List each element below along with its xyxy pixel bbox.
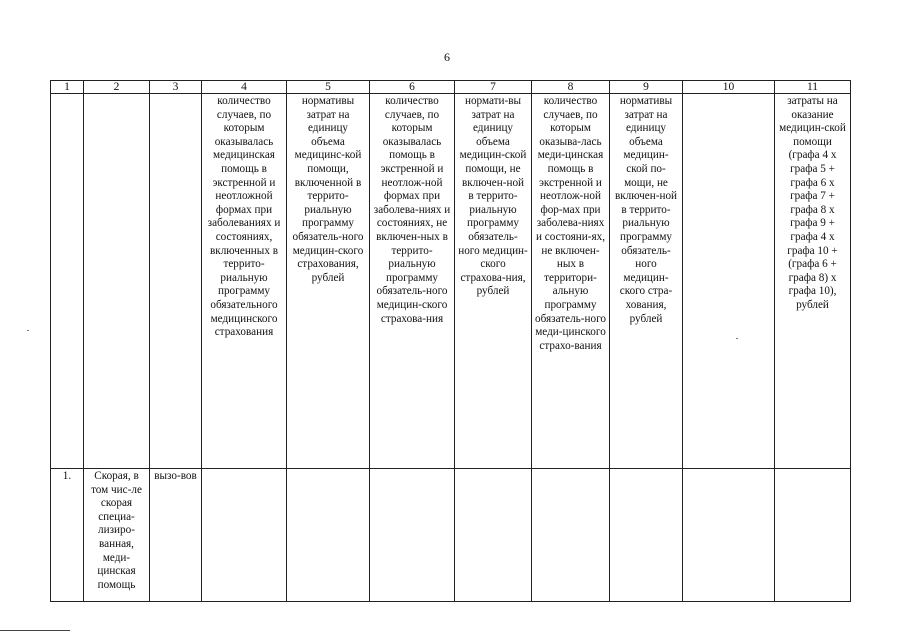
row-cell-4 [202, 469, 287, 602]
row-cell-7 [455, 469, 532, 602]
row-cell-11 [775, 469, 851, 602]
cost-table [50, 80, 851, 602]
col-num-1: 1 [51, 81, 84, 94]
row-cell-10 [683, 469, 775, 602]
row-unit: вызо-вов [150, 469, 202, 602]
column-number-row [51, 81, 851, 94]
col-num-9: 9 [610, 81, 683, 94]
desc-col-1 [51, 94, 84, 469]
col-num-2: 2 [84, 81, 150, 94]
col-num-10: 10 [683, 81, 775, 94]
scan-speck [27, 330, 29, 331]
desc-col-11: затраты на оказание медицин-ской помощи (графа 4 х графа 5 + графа 6 х графа 7 + графа 8 х графа 9 + графа 4 х графа 10 + (графа 6 + графа 8) х графа 10), рублей [775, 94, 851, 469]
col-num-8: 8 [532, 81, 610, 94]
col-num-5: 5 [287, 81, 370, 94]
description-row [51, 94, 851, 469]
desc-col-8: количество случаев, по которым оказыва-лась меди-цинская помощь в экстренной и неотлож-ной фор-мах при заболева-ниях и состояни-ях, не включен-ных в территори-альную программу обязатель-ного меди-цинского страхо-вания [532, 94, 610, 469]
scan-speck [736, 338, 738, 339]
table-row [51, 469, 851, 602]
footnote-line [0, 630, 70, 631]
desc-col-7: нормати-вы затрат на единицу объема медицин-ской помощи, не включен-ной в террито-риальную программу обязатель-ного медицин-ского страхова-ния, рублей [455, 94, 532, 469]
col-num-6: 6 [370, 81, 455, 94]
col-num-4: 4 [202, 81, 287, 94]
page-number: 6 [444, 50, 450, 64]
row-name: Скорая, в том чис-ле скорая специа-лизиро-ванная, меди-цинская помощь [84, 469, 150, 602]
row-cell-9 [610, 469, 683, 602]
col-num-11: 11 [775, 81, 851, 94]
desc-col-6: количество случаев, по которым оказывалась помощь в экстренной и неотлож-ной формах при заболева-ниях и состояниях, не включен-ных в террито-риальную программу обязатель-ного медицин-ского страхова-ния [370, 94, 455, 469]
row-cell-5 [287, 469, 370, 602]
col-num-7: 7 [455, 81, 532, 94]
row-number: 1. [51, 469, 84, 602]
desc-col-2 [84, 94, 150, 469]
col-num-3: 3 [150, 81, 202, 94]
desc-col-4: количество случаев, по которым оказывалась медицинская помощь в экстренной и неотложной формах при заболеваниях и состояниях, включенных в террито-риальную программу обязательного медицинского страхования [202, 94, 287, 469]
row-cell-8 [532, 469, 610, 602]
row-cell-6 [370, 469, 455, 602]
desc-col-5: нормативы затрат на единицу объема медицинс-кой помощи, включенной в террито-риальную программу обязатель-ного медицин-ского страхования, рублей [287, 94, 370, 469]
desc-col-10 [683, 94, 775, 469]
desc-col-3 [150, 94, 202, 469]
desc-col-9: нормативы затрат на единицу объема медицин-ской по-мощи, не включен-ной в террито-риальную программу обязатель-ного медицин-ского стра-хования, рублей [610, 94, 683, 469]
